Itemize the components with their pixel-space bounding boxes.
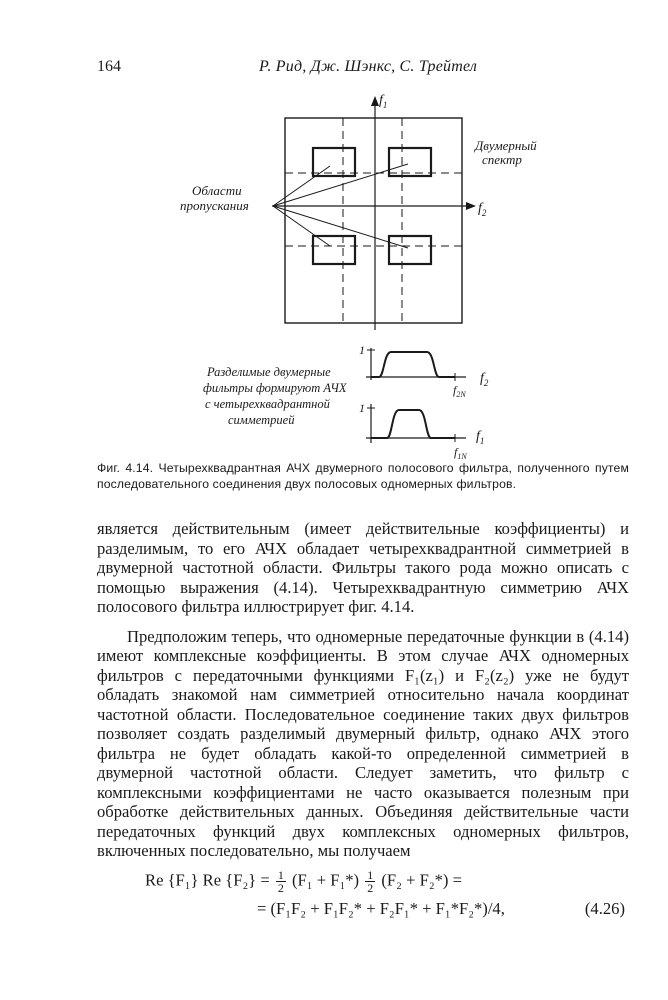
- plot1-response-curve: [371, 352, 455, 377]
- passband-top-right: [389, 148, 431, 176]
- equation-4-26: [97, 869, 637, 939]
- figure-4-14: [170, 88, 537, 468]
- equation-lhs: Re {F₁} Re {F₂} =: [145, 870, 270, 890]
- passband-bottom-right: [389, 236, 431, 264]
- plot2-y-tick-label: 1: [359, 401, 365, 415]
- page-header: [97, 58, 597, 82]
- passband-bottom-left: [313, 236, 355, 264]
- axis-f2-arrow: [466, 202, 476, 210]
- spectrum-label: Двумерный спектр: [475, 138, 537, 167]
- plot2-nyquist-label: $f_{1N}$: [454, 445, 467, 461]
- equation-fraction-1: $\frac{1}{2}$: [277, 868, 284, 895]
- equation-number: (4.26): [584, 899, 625, 918]
- plot1-nyquist-label: $f_{2N}$: [453, 383, 466, 399]
- equation-term-2: (F₂ + F₂*) =: [381, 870, 462, 890]
- plot1-x-label: $f_2$: [480, 371, 489, 388]
- paragraph-1: является действительным (имеет действительные коэффициенты) и разделимым, то его АЧХ обладает четырехквадрантной симметрией в двумерной частотной области. Фильтры такого рода можно описать с помощью выражения (4.14). Четырехквадрантную симметрию АЧХ полосового фильтра иллюстрирует фиг. 4.14.: [97, 519, 629, 616]
- equation-term-1: (F₁ + F₁*): [292, 870, 360, 890]
- paragraph-2: Предположим теперь, что одномерные передаточные функции в (4.14) имеют комплексные коэффициенты. В этом случае АЧХ одномерных фильтров с передаточными функциями F₁(z₁) и F₂(z₂) уже не будут обладать знакомой нам симметрией относительно начала координат частотной области. Последовательное соединение таких двух фильтров позволяет создать разделимый двумерный фильтр, однако АЧХ этого фильтра не будет обладать какой-то определенной симметрией в двумерной частотной области. Следует заметить, что фильтр с комплексными коэффициентами не часто оказывается полезным при обработке действительных данных. Объединяя действительные части передаточных функций двух комплексных одномерных фильтров, включенных последовательно, мы получаем: [97, 626, 629, 860]
- plot2-x-label: $f_1$: [476, 429, 485, 446]
- body-text: [97, 519, 629, 861]
- plot2-response-curve: [371, 410, 455, 438]
- running-title: Р. Рид, Дж. Шэнкс, С. Трейтел: [259, 58, 478, 75]
- plot1-y-tick-label: 1: [359, 343, 365, 357]
- passband-label: Области пропускания: [180, 183, 249, 213]
- spectrum-frame: [285, 118, 462, 323]
- equation-line-1: [145, 869, 462, 894]
- figure-caption: Фиг. 4.14. Четырехквадрантная АЧХ двумерного полосового фильтра, полученного путем последовательного соединения двух полосовых одномерных фильтров.: [97, 461, 629, 491]
- axis-f2-label: $f_2$: [478, 201, 487, 218]
- equation-line-2: = (F₁F₂ + F₁F₂* + F₂F₁* + F₁*F₂*)/4,: [257, 899, 505, 918]
- passband-top-left: [313, 148, 355, 176]
- separable-filters-label: Разделимые двумерные фильтры формируют АЧХ с четырехквадрантной симметрией: [203, 365, 347, 427]
- page-number: 164: [97, 58, 121, 75]
- axis-f1-label: $f_1$: [379, 93, 388, 110]
- axis-f1-arrow: [371, 96, 379, 106]
- equation-fraction-2: $\frac{1}{2}$: [367, 868, 374, 895]
